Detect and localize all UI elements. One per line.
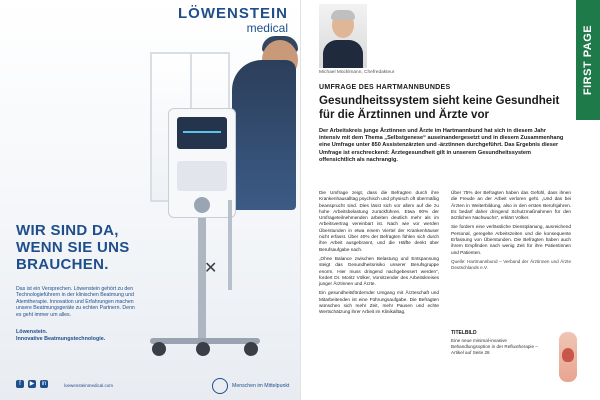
article-paragraph: „Ohne Balance zwischen Belastung und Entspannung steigt das Gesundheitsrisiko unserer Berufsgruppe enorm. Hier muss dringend nachgebessert werden“, fordert Dr. Moritz Völker, Vorsitzender des Arbeitskreises junger Ärztinnen und Ärzte.	[319, 255, 439, 287]
ad-tagline-claim: Innovative Beatmungstechnologie.	[16, 335, 106, 342]
ad-body-text: Das ist ein Versprechen. Löwenstein gehört zu den Technologieführern in der klinischen Beatmung und Atemtherapie. Innovation und Erfahrungen machen unsere Beatmungsgeräte zu echten Partnern. Denn es geht immer um alles.	[16, 286, 135, 318]
brand-subtitle: medical	[246, 21, 288, 35]
article-title: Gesundheitssystem sieht keine Gesundheit für die Ärztinnen und Ärzte vor	[319, 94, 560, 121]
ventilator-panel	[177, 161, 227, 191]
article-kicker: UMFRAGE DES HARTMANNBUNDES	[319, 84, 451, 91]
photo-hair	[331, 10, 355, 20]
ventilator-knob	[194, 197, 210, 213]
ventilator-device	[168, 108, 236, 218]
ad-headline: WIR SIND DA, WENN SIE UNS BRAUCHEN.	[16, 222, 130, 273]
teaser-kicker: TITELBILD	[451, 330, 477, 336]
teaser-text: Eine neue minimal-invasive Behandlungsoption in der Refluxtherapie – Artikel auf Seite 28	[451, 338, 538, 355]
editor-photo	[319, 4, 367, 68]
article-lede: Der Arbeitskreis junge Ärztinnen und Ärzte im Hartmannbund hat sich in diesem Jahr intensiv mit dem Thema „Selbstgenese“ auseinandergesetzt und in diesem Zusammenhang eine Umfrage unter 850 Assistenzärzten und -ärztinnen durchgeführt. Das Ergebnis dieser Umfrage ist erschreckend: Ärztegesundheit gilt in unserem Gesundheitssystem offensichtlich als nachrangig.	[319, 128, 564, 163]
section-label: FIRST PAGE	[582, 24, 595, 96]
ventilator-stand	[198, 218, 206, 338]
article-paragraph: Die Umfrage zeigt, dass die Befragten durch ihre Krankenhausalltag psychisch und physisch oft übermäßig beansprucht sind. Dies lässt sich vor allem auf die zu hohe Arbeitsbelastung zurückführen. Etwa 90% der Umfrageteilnehmenden arbeiten deutlich mehr als im Arbeitsvertrag vereinbart ist. Nach wie vor werden Überstunden in etwa einem Viertel der Krankenhäuser nicht erfasst. Über 40% der Befragten fühlen sich durch ihre Arbeit ausgebrannt, und die Hälfte denkt über Berufsaufgabe nach.	[319, 190, 439, 252]
seal-icon	[212, 378, 228, 394]
article-column-right	[451, 190, 571, 275]
ventilator-tube	[228, 200, 232, 290]
article-column-left	[319, 190, 439, 319]
photo-body	[323, 40, 363, 68]
article-paragraph: Über 75% der Befragten haben das Gefühl, dass ihnen die Freude an der Arbeit verloren geht. „Und das bei Ärzten in Weiterbildung, also in den ersten Berufsjahren. Es bedarf daher dringend Schutzmaßnahmen für den ärztlichen Nachwuchs“, erklärt Völker.	[451, 190, 571, 221]
youtube-icon[interactable]: ▶	[29, 381, 35, 387]
cover-teaser[interactable]	[451, 330, 587, 396]
facebook-icon[interactable]: f	[16, 380, 24, 388]
nurse-figure	[232, 60, 296, 210]
ventilator-screen	[177, 117, 227, 149]
ad-footer	[0, 370, 300, 400]
section-band	[576, 0, 600, 120]
article-page	[300, 0, 600, 400]
article-paragraph: Ein gesundheitsfördernder Umgang mit Ärzteschaft und Mitarbeitenden ist eine Führungsaufgabe. Die Befragten wünschen sich mehr Zeit, mehr Pausen und echte Wertschätzung ihrer Arbeit im Klinikalltag.	[319, 290, 439, 315]
ad-tagline-brand: Löwenstein.	[16, 329, 48, 335]
social-icons	[16, 380, 48, 388]
brand-name: LÖWENSTEIN	[178, 5, 288, 22]
ad-tagline	[16, 329, 146, 342]
anatomy-figure	[547, 326, 585, 388]
wheel-icon	[196, 342, 210, 356]
seal-text: Menschen im Mittelpunkt	[232, 383, 290, 389]
photo-caption: Michael Mücklmann, Chefredakteur	[319, 70, 395, 75]
website-link[interactable]: loewensteinmedical.com	[64, 383, 114, 388]
article-source: Quelle: Hartmannbund – Verband der Ärztinnen und Ärzte Deutschlands e.V.	[451, 258, 571, 271]
wheel-icon	[244, 342, 258, 356]
seal-badge	[212, 378, 289, 394]
stand-cross-icon: ✕	[204, 260, 218, 277]
brand-logo	[178, 6, 288, 35]
linkedin-icon[interactable]: in	[41, 381, 47, 387]
wheel-icon	[152, 342, 166, 356]
article-paragraph: Sie fordern eine verlässliche Dienstplanung, ausreichend Personal, geregelte Arbeitszeiten und die konsequente Erfassung von Überstunden. Die Befragten haben auch ihrem Empfinden nach wenig Zeit für ihre Patientinnen und Patienten.	[451, 224, 571, 255]
stomach-icon	[562, 348, 574, 362]
